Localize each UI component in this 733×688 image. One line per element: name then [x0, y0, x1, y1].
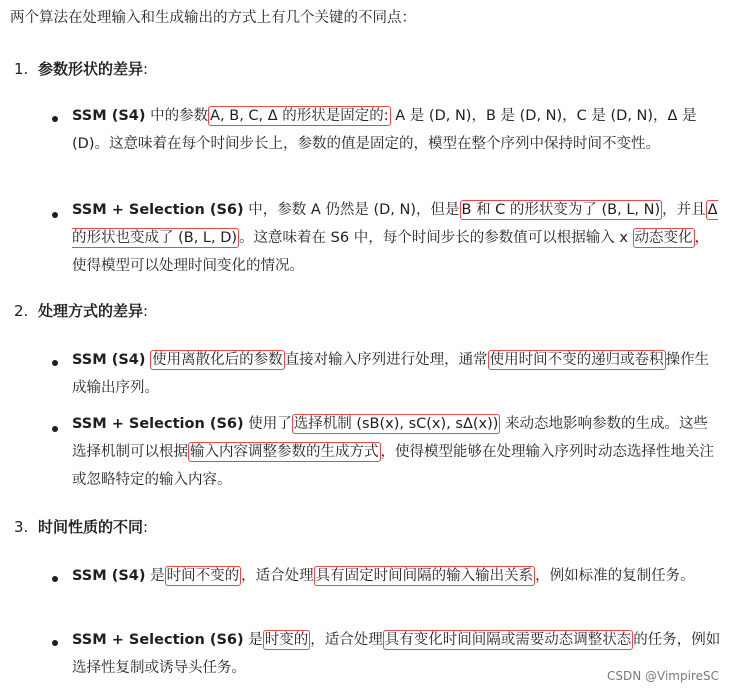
item-text: ，例如标准的复制任务。: [535, 568, 695, 584]
list-item: [72, 346, 722, 402]
bullet-dot: [52, 212, 58, 218]
highlight-box: 时变的: [264, 632, 309, 648]
highlight-box: Δ 的形状也变成了 (B, L, D): [72, 202, 718, 246]
list-item: [72, 196, 722, 280]
item-text: 中，参数 A 仍然是 (D, N)，但是: [243, 202, 460, 218]
item-text: 直接对输入序列进行处理，通常: [284, 352, 488, 368]
item-text: 。这意味着在 S6 中，每个时间步长的参数值可以根据输入 x: [239, 230, 633, 246]
highlight-box: 选择机制 (sB(x), sC(x), sΔ(x)): [293, 416, 499, 432]
list-item: [72, 562, 722, 590]
item-lead: SSM + Selection (S6): [72, 202, 244, 218]
bullet-dot: [52, 576, 58, 582]
item-lead: SSM (S4): [72, 568, 146, 584]
section-title: 时间性质的不同: [38, 518, 144, 536]
item-text: 使用了: [243, 416, 292, 432]
section-heading-1: [14, 58, 148, 80]
item-text: ，适合处理: [310, 632, 383, 648]
item-lead: SSM (S4): [72, 352, 146, 368]
section-number: 3.: [14, 518, 29, 536]
item-text: ，并且: [662, 202, 706, 218]
bullet-dot: [52, 640, 58, 646]
section-title: 处理方式的差异: [38, 302, 144, 320]
highlight-box: 使用离散化后的参数: [152, 352, 283, 368]
section-colon: :: [143, 518, 149, 536]
item-lead: SSM + Selection (S6): [72, 416, 244, 432]
item-lead: SSM (S4): [72, 108, 146, 124]
highlight-box: 时间不变的: [166, 568, 240, 584]
item-text: 的任务，例如选择性复制或诱导头任务。: [72, 632, 721, 676]
highlight-box: 具有变化时间间隔或需要动态调整状态: [384, 632, 632, 648]
item-lead: SSM + Selection (S6): [72, 632, 244, 648]
section-number: 1.: [14, 60, 29, 78]
item-text: ，适合处理: [241, 568, 314, 584]
bullet-dot: [52, 426, 58, 432]
item-text: 中的参数: [145, 108, 209, 124]
list-item: [72, 102, 722, 158]
section-number: 2.: [14, 302, 29, 320]
highlight-box: 动态变化: [634, 230, 693, 246]
item-text: A 是 (D, N)，B 是 (D, N)，C 是 (D, N)，Δ 是 (D)。这意味着在每个时间步长上，参数的值是固定的，模型在整个序列中保持时间不变性。: [72, 108, 697, 152]
item-text: 是: [243, 632, 263, 648]
bullet-dot: [52, 116, 58, 122]
item-text: ，使得模型可以处理时间变化的情况。: [72, 230, 710, 274]
section-title: 参数形状的差异: [38, 60, 144, 78]
section-heading-3: [14, 516, 148, 538]
list-item: [72, 410, 722, 494]
highlight-box: 使用时间不变的递归或卷积: [489, 352, 664, 368]
bullet-dot: [52, 360, 58, 366]
item-text: ，使得模型能够在处理输入序列时动态选择性地关注或忽略特定的输入内容。: [72, 444, 714, 488]
highlight-box: B 和 C 的形状变为了 (B, L, N): [461, 202, 661, 218]
highlight-box: 具有固定时间间隔的输入输出关系: [315, 568, 534, 584]
section-colon: :: [143, 60, 149, 78]
section-heading-2: [14, 300, 148, 322]
item-text: 操作生成输出序列。: [72, 352, 710, 396]
watermark: CSDN @VimpireSC: [607, 669, 719, 683]
highlight-box: A, B, C, Δ 的形状是固定的:: [210, 108, 389, 124]
item-text: 来动态地影响参数的生成。这些选择机制可以根据: [72, 416, 709, 460]
intro-text: 两个算法在处理输入和生成输出的方式上有几个关键的不同点：: [10, 10, 416, 26]
section-colon: :: [143, 302, 149, 320]
item-text: 是: [145, 568, 165, 584]
highlight-box: 输入内容调整参数的生成方式: [190, 444, 379, 460]
